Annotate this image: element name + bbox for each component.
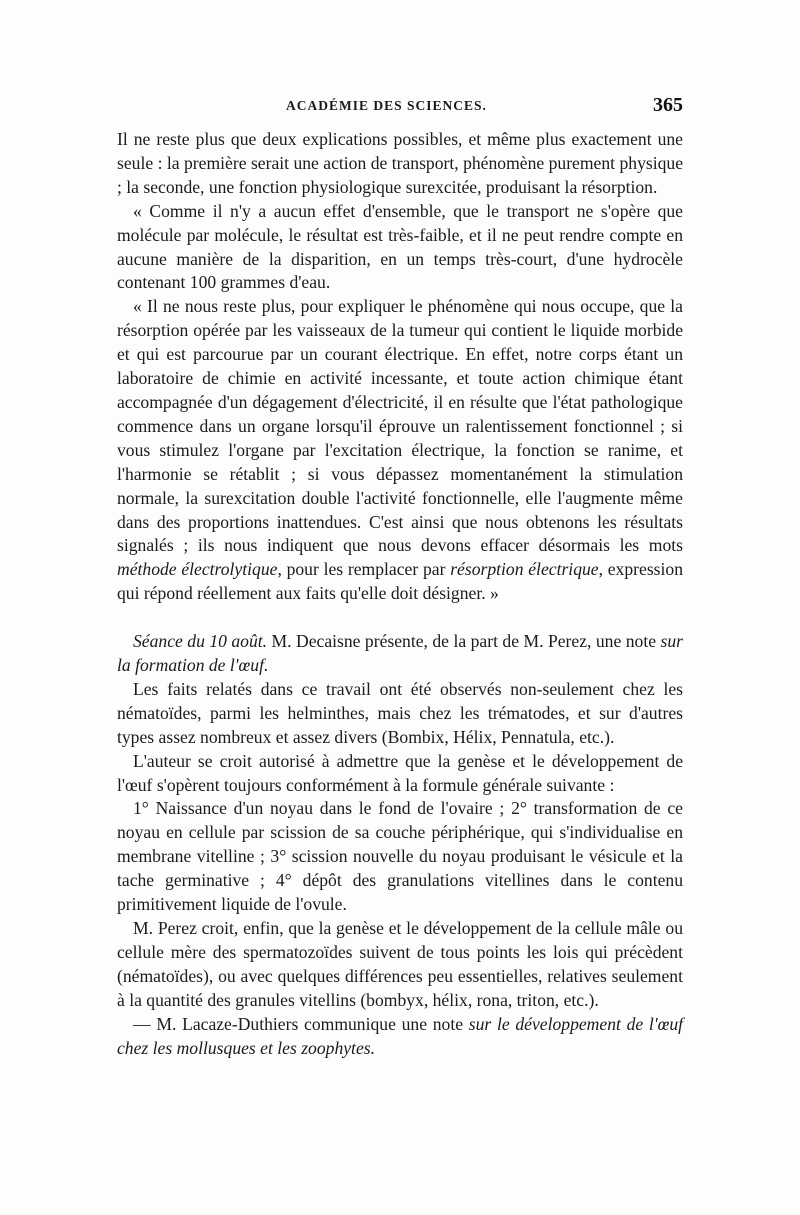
paragraph-2: « Comme il n'y a aucun effet d'ensemble, que le transport ne s'opère que molécule par molécule, le résultat est très-faible, et il ne peut rendre compte en aucune manière de la disparition, en un temps très-court, d'une hydrocèle contenant 100 grammes d'eau. [117, 200, 683, 293]
paragraph-4-text: M. Decaisne présente, de la part de M. Perez, une note [267, 631, 661, 652]
paragraph-8: M. Perez croit, enfin, que la genèse et le développement de la cellule mâle ou cellule mère des spermatozoïdes suivent de tous points les lois qui précèdent (nématoïdes), ou avec quelques différences peu essentielles, relatives seulement à la quantité des granules vitellins (bombyx, hélix, rona, triton, etc.). [117, 918, 683, 1010]
paragraph-1: Il ne reste plus que deux explications possibles, et même plus exactement une seule : la première serait une action de transport, phénomène purement physique ; la seconde, une fonction physiologique surexcitée, produisant la résorption. [117, 129, 683, 197]
paragraph-3-italic-1: méthode électrolytique [117, 559, 278, 580]
paragraph-3-text-b: , pour les remplacer par [277, 559, 451, 580]
body-text [117, 128, 683, 1060]
running-title: ACADÉMIE DES SCIENCES. [286, 98, 487, 113]
page-header [118, 94, 683, 121]
paragraph-9-text: — M. Lacaze-Duthiers communique une note [133, 1013, 469, 1034]
paragraph-4 [117, 630, 683, 678]
paragraph-3 [117, 295, 683, 606]
paragraph-4-italic: sur la formation de l'œuf. [117, 631, 683, 676]
page-number: 365 [653, 94, 683, 116]
paragraph-3-text-a: « Il ne nous reste plus, pour expliquer le phénomène qui nous occupe, que la résorption opérée par les vaisseaux de la tumeur qui contient le liquide morbide et qui est parcourue par un courant électrique. En effet, notre corps étant un laboratoire de chimie en activité incessante, et toute action chimique étant accompagnée d'un dégagement d'électricité, il en résulte que l'état pathologique commence dans un organe lorsqu'il éprouve un ralentissement fonctionnel ; si vous stimulez l'organe par l'excitation électrique, la fonction se ranime, et l'harmonie se rétablit ; si vous dépassez momentanément la stimulation normale, la surexcitation double l'activité fonctionnelle, elle l'augmente même dans des proportions inattendues. C'est ainsi que nous obtenons les résultats signalés ; ils nous indiquent que nous devons effacer désormais les mots [117, 296, 683, 556]
paragraph-9-italic: sur le développement de l'œuf chez les mollusques et les zoophytes. [117, 1013, 683, 1058]
paragraph-3-italic-2: résorption électrique [450, 559, 599, 580]
paragraph-3-text-c: , expression qui répond réellement aux faits qu'elle doit désigner. » [117, 559, 683, 604]
paragraph-5: Les faits relatés dans ce travail ont été observés non-seulement chez les nématoïdes, parmi les helminthes, mais chez les trématodes, et sur d'autres types assez nombreux et assez divers (Bombix, Hélix, Pennatula, etc.). [117, 678, 683, 747]
paragraph-6: L'auteur se croit autorisé à admettre que la genèse et le développement de l'œuf s'opèrent toujours conformément à la formule générale suivante : [117, 750, 683, 795]
seance-date: Séance du 10 août. [133, 631, 268, 652]
paragraph-9 [117, 1013, 683, 1061]
paragraph-7: 1° Naissance d'un noyau dans le fond de l'ovaire ; 2° transformation de ce noyau en cellule par scission de sa couche périphérique, qui s'individualise en membrane vitelline ; 3° scission nouvelle du noyau produisant le vésicule et la tache germinative ; 4° dépôt des granulations vitellines dans le contenu primitivement liquide de l'ovule. [117, 798, 683, 915]
